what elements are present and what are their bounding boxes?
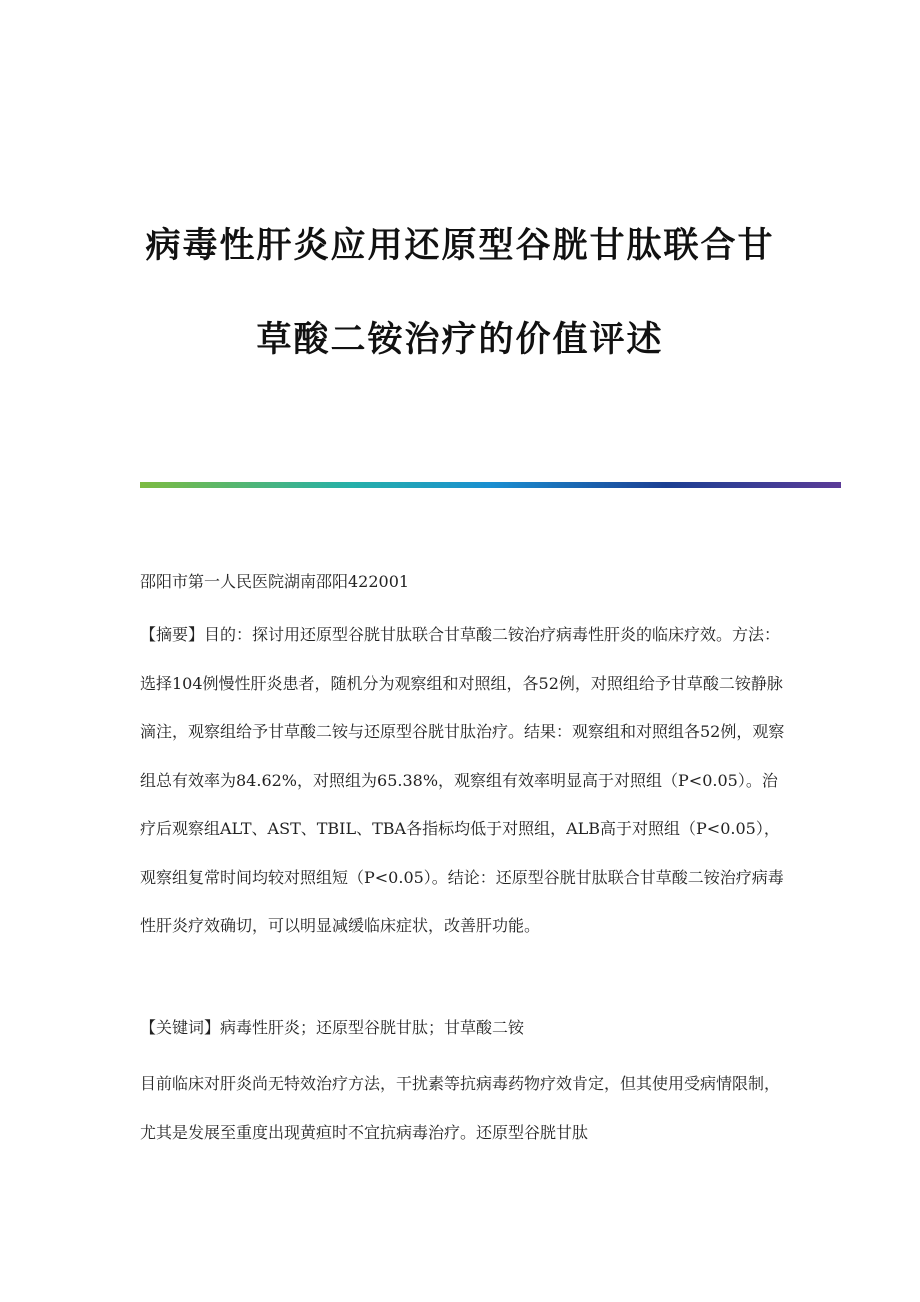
intro-paragraph: 目前临床对肝炎尚无特效治疗方法，干扰素等抗病毒药物疗效肯定，但其使用受病情限制，尤其是发展至重度出现黄疸时不宜抗病毒治疗。还原型谷胱甘肽 xyxy=(140,1074,781,1142)
abstract-paragraph: 【摘要】目的：探讨用还原型谷胱甘肽联合甘草酸二铵治疗病毒性肝炎的临床疗效。方法：选择104例慢性肝炎患者，随机分为观察组和对照组，各52例，对照组给予甘草酸二铵静脉滴注，观察组给予甘草酸二铵与还原型谷胱甘肽治疗。结果：观察组和对照组各52例，观察组总有效率为84.62%，对照组为65.38%，观察组有效率明显高于对照组（P<0.05）。治疗后观察组ALT、AST、TBIL、TBA各指标均低于对照组，ALB高于对照组（P<0.05），观察组复常时间均较对照组短（P<0.05）。结论：还原型谷胱甘肽联合甘草酸二铵治疗病毒性肝炎疗效确切，可以明显减缓临床症状，改善肝功能。 xyxy=(140,625,785,935)
document-title-line-1: 病毒性肝炎应用还原型谷胱甘肽联合甘 xyxy=(145,225,775,266)
author-affiliation: 邵阳市第一人民医院湖南邵阳422001 xyxy=(140,572,410,591)
gradient-divider xyxy=(140,482,841,488)
keywords-paragraph: 【关键词】病毒性肝炎；还原型谷胱甘肽；甘草酸二铵 xyxy=(140,1018,525,1037)
document-title-line-2: 草酸二铵治疗的价值评述 xyxy=(256,319,664,360)
